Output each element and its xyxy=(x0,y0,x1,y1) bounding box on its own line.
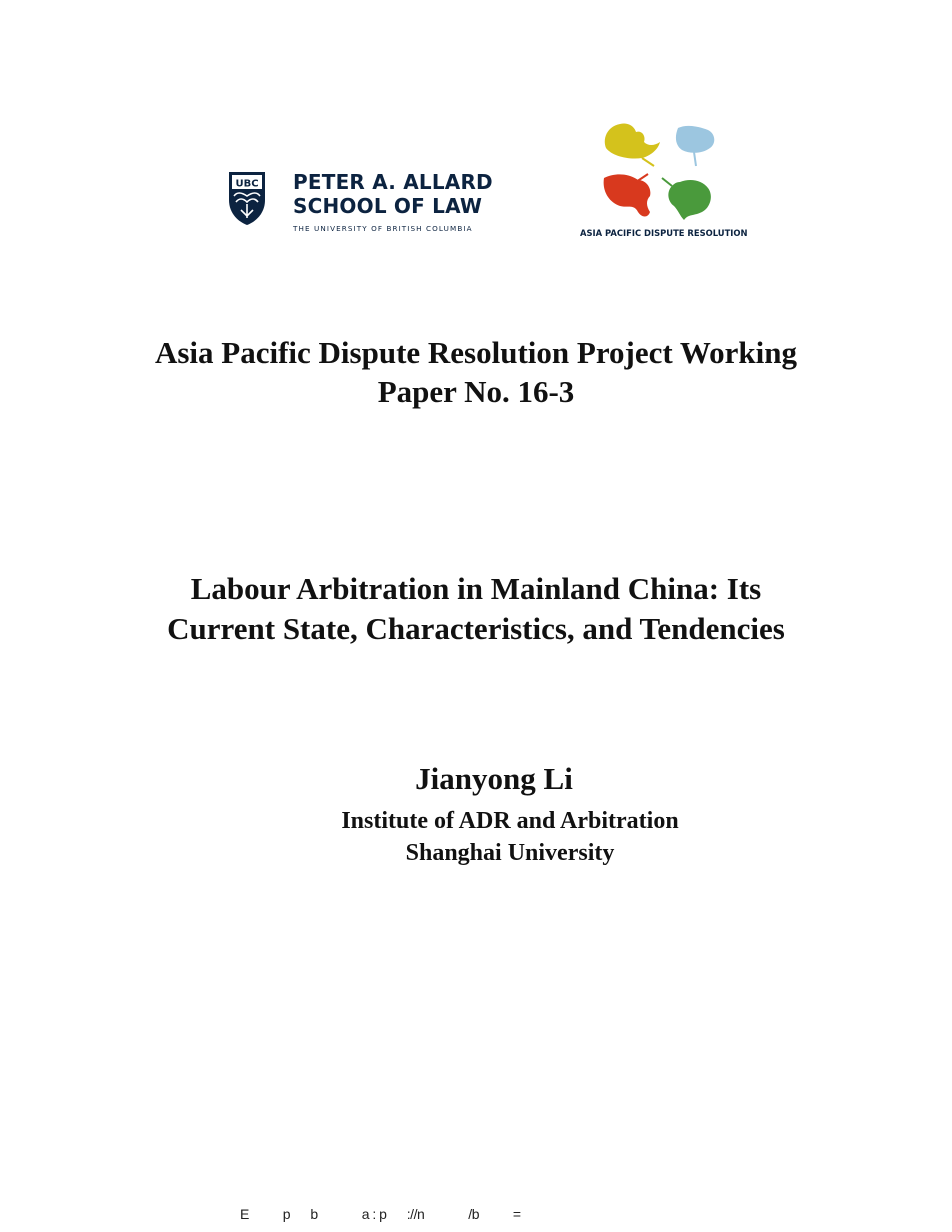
paper-title-line1: Labour Arbitration in Mainland China: Its xyxy=(190,571,762,606)
author-affiliation xyxy=(0,805,952,869)
allard-line1: PETER A. ALLARD xyxy=(293,170,493,194)
paper-title xyxy=(0,569,952,649)
ubc-shield-text: UBC xyxy=(235,178,259,190)
series-title xyxy=(0,333,952,411)
allard-line2: SCHOOL OF LAW xyxy=(293,194,483,218)
series-title-line2: Paper No. 16-3 xyxy=(377,374,575,409)
affiliation-university: Shanghai University xyxy=(405,840,615,866)
ubc-allard-logo xyxy=(227,170,497,240)
footer-text: E p b a : p ://n /b = xyxy=(240,1206,521,1222)
paper-title-line2: Current State, Characteristics, and Tendencies xyxy=(167,611,785,646)
author-name: Jianyong Li xyxy=(415,761,573,796)
apdr-caption: ASIA PACIFIC DISPUTE RESOLUTION xyxy=(580,228,748,238)
ubc-shield-icon xyxy=(227,170,267,226)
affiliation-institute: Institute of ADR and Arbitration xyxy=(341,808,679,834)
series-title-line1: Asia Pacific Dispute Resolution Project Working xyxy=(154,335,798,370)
allard-wordmark xyxy=(293,170,493,233)
ginkgo-leaves-icon xyxy=(598,120,716,224)
allard-subtitle: THE UNIVERSITY OF BRITISH COLUMBIA xyxy=(293,224,473,233)
apdr-logo xyxy=(580,120,748,242)
